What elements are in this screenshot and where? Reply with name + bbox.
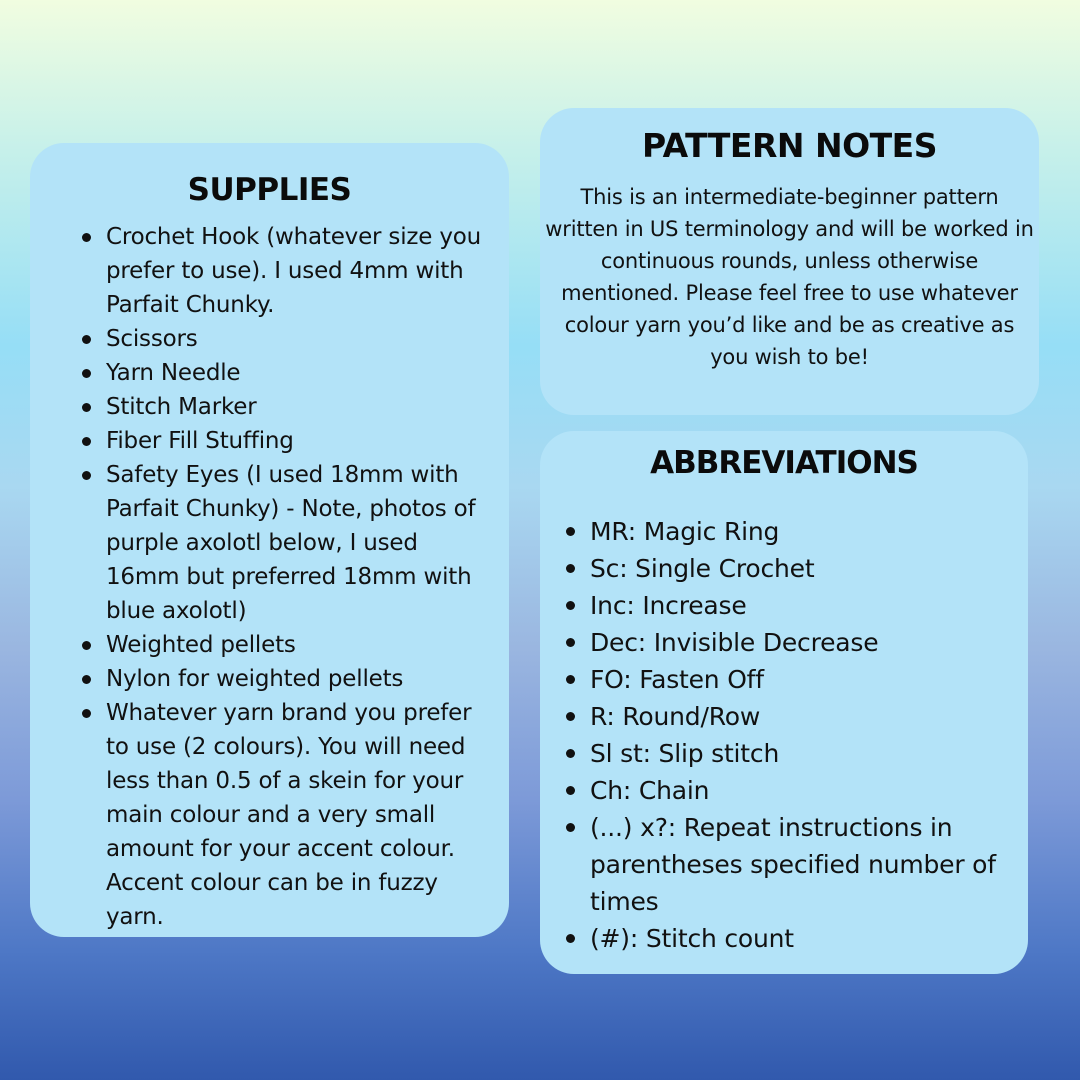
supplies-title: SUPPLIES — [187, 172, 352, 208]
supplies-item-nylon: Nylon for weighted pellets — [106, 662, 495, 696]
abbr-item-inc: Inc: Increase — [590, 587, 1018, 624]
supplies-item-scissors: Scissors — [106, 322, 495, 356]
abbr-item-r: R: Round/Row — [590, 698, 1018, 735]
abbr-item-mr: MR: Magic Ring — [590, 513, 1018, 550]
supplies-item-yarn: Whatever yarn brand you prefer to use (2 colours). You will need less than 0.5 of a skein for your main colour and a very small amount for your accent colour. Accent colour can be in fuzzy yarn. — [106, 696, 495, 934]
abbr-item-sc: Sc: Single Crochet — [590, 550, 1018, 587]
abbr-item-ch: Ch: Chain — [590, 772, 1018, 809]
abbreviations-card — [540, 431, 1028, 974]
supplies-list — [30, 220, 509, 934]
pattern-notes-card — [540, 108, 1039, 415]
supplies-item-fiber-fill: Fiber Fill Stuffing — [106, 424, 495, 458]
supplies-item-hook: Crochet Hook (whatever size you prefer to use). I used 4mm with Parfait Chunky. — [106, 220, 495, 322]
supplies-card — [30, 143, 509, 937]
supplies-item-yarn-needle: Yarn Needle — [106, 356, 495, 390]
abbreviations-list — [540, 513, 1028, 957]
abbr-item-fo: FO: Fasten Off — [590, 661, 1018, 698]
pattern-notes-title: PATTERN NOTES — [642, 126, 937, 165]
supplies-item-weighted-pellets: Weighted pellets — [106, 628, 495, 662]
abbr-item-repeat: (...) x?: Repeat instructions in parentheses specified number of times — [590, 809, 1018, 920]
abbr-item-dec: Dec: Invisible Decrease — [590, 624, 1018, 661]
supplies-item-safety-eyes: Safety Eyes (I used 18mm with Parfait Chunky) - Note, photos of purple axolotl below, I used 16mm but preferred 18mm with blue axolotl) — [106, 458, 495, 628]
abbr-item-stitch-count: (#): Stitch count — [590, 920, 1018, 957]
supplies-item-stitch-marker: Stitch Marker — [106, 390, 495, 424]
abbr-item-sl-st: Sl st: Slip stitch — [590, 735, 1018, 772]
pattern-notes-body: This is an intermediate-beginner pattern written in US terminology and will be worked in continuous rounds, unless otherwise mentioned. Please feel free to use whatever colour yarn you’d like and be as creative as you wish to be! — [545, 185, 1034, 369]
abbreviations-title: ABBREVIATIONS — [650, 445, 918, 481]
